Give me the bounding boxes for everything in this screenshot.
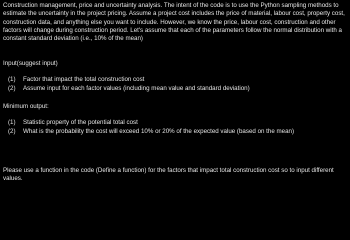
list-item-text: Statistic property of the potential total cost bbox=[23, 119, 138, 126]
list-item-text: Factor that impact the total construction cost bbox=[23, 76, 145, 83]
list-item bbox=[8, 128, 342, 136]
list-number: (1) bbox=[8, 76, 16, 83]
output-heading: Minimum output: bbox=[3, 103, 49, 110]
list-item bbox=[8, 85, 342, 93]
list-item-text: Assume input for each factor values (including mean value and standard deviation) bbox=[23, 84, 250, 92]
closing-paragraph: Please use a function in the code (Define a function) for the factors that impact total construction cost so to input different values. bbox=[3, 167, 334, 183]
output-list bbox=[8, 119, 342, 136]
list-number: (2) bbox=[8, 127, 16, 135]
input-heading: Input(suggest input) bbox=[3, 60, 58, 67]
intro-paragraph: Construction management, price and uncertainty analysis. The intent of the code is to use the Python sampling methods to estimate the uncertainty in the project pricing. Assume a project cost includes the price of material, labour cost, property cost, construction data, and anything else you want to include. However, we know the price, labour cost, construction and other factors will change during construction period. Let's assume that each of the parameters follow the normal distribution with a constant standard deviation (i.e., 10% of the mean) bbox=[3, 2, 345, 43]
list-item bbox=[8, 119, 342, 127]
list-item-text: What is the probability the cost will exceed 10% or 20% of the expected value (based on the mean) bbox=[23, 127, 295, 135]
list-item bbox=[8, 76, 342, 84]
document-body bbox=[3, 2, 347, 183]
input-list bbox=[8, 76, 342, 93]
list-number: (2) bbox=[8, 84, 16, 92]
list-number: (1) bbox=[8, 119, 16, 126]
